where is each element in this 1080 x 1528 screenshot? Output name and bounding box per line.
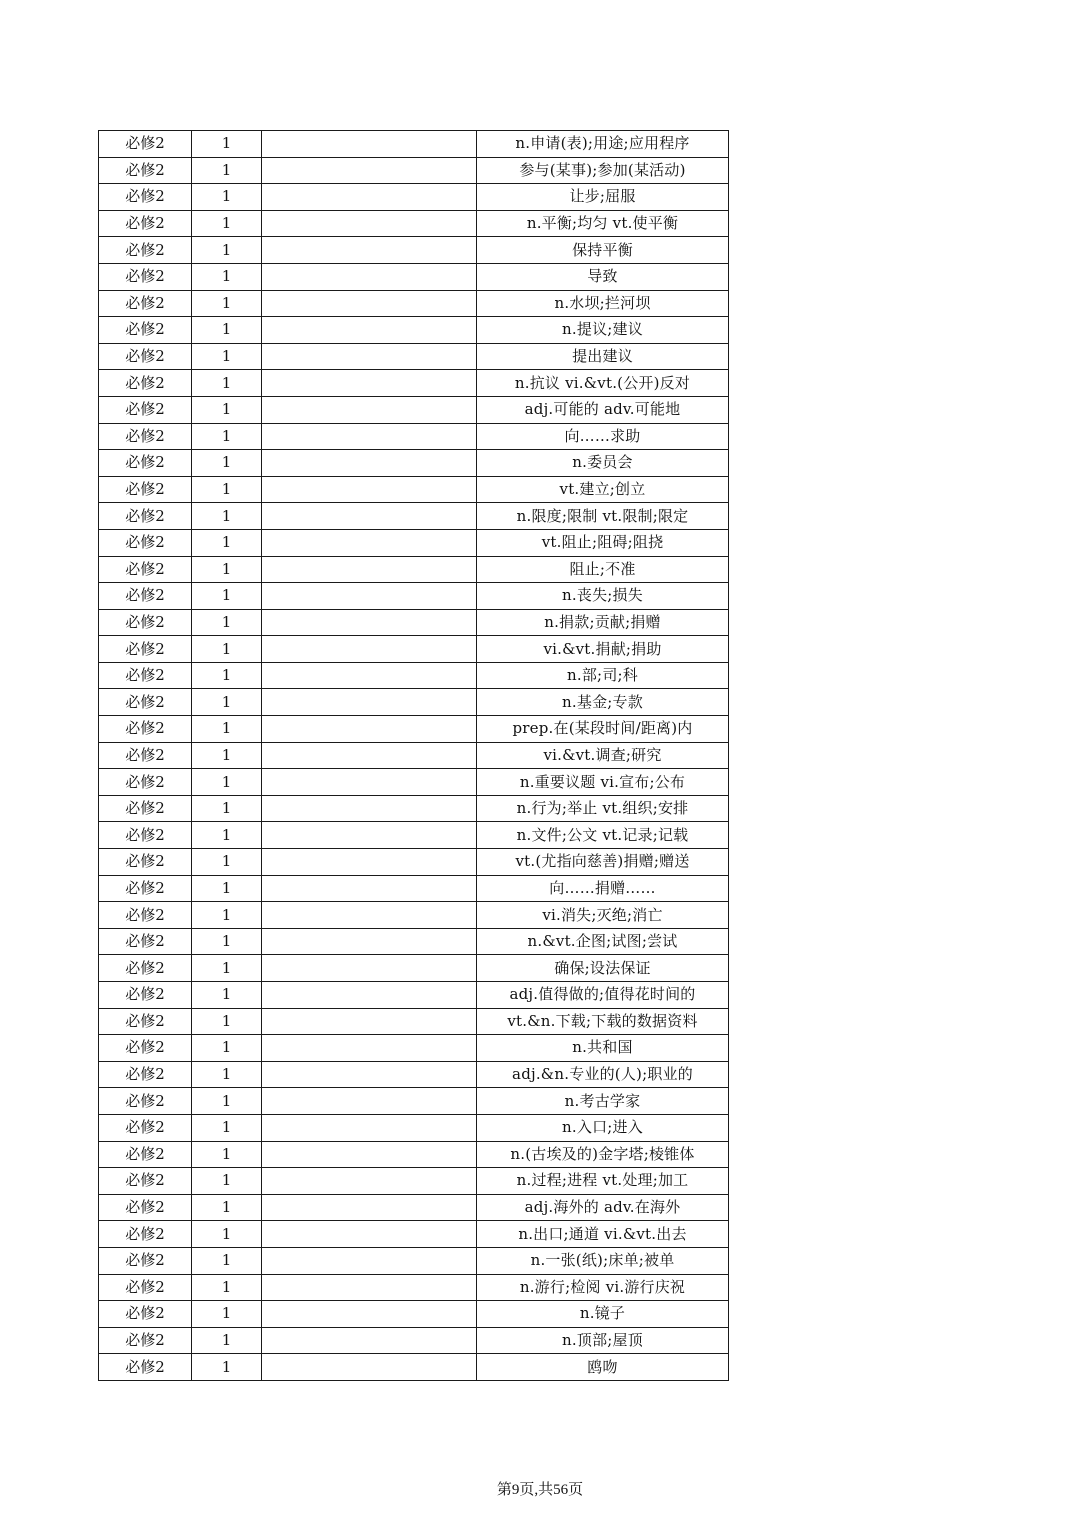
- page-number: 第9页,共56页: [496, 1482, 584, 1498]
- book-cell: 必修2: [99, 1061, 192, 1088]
- word-cell: [262, 609, 477, 636]
- word-cell: [262, 317, 477, 344]
- meaning-cell: 确保;设法保证: [477, 955, 729, 982]
- book-cell: 必修2: [99, 609, 192, 636]
- book-cell: 必修2: [99, 822, 192, 849]
- meaning-cell: n.提议;建议: [477, 317, 729, 344]
- book-cell: 必修2: [99, 476, 192, 503]
- table-row: [99, 1088, 729, 1115]
- table-row: [99, 317, 729, 344]
- word-cell: [262, 529, 477, 556]
- word-cell: [262, 955, 477, 982]
- table-row: [99, 476, 729, 503]
- level-cell: 1: [192, 1301, 262, 1328]
- word-cell: [262, 1274, 477, 1301]
- book-cell: 必修2: [99, 237, 192, 264]
- table-row: [99, 184, 729, 211]
- meaning-cell: n.(古埃及的)金字塔;棱锥体: [477, 1141, 729, 1168]
- book-cell: 必修2: [99, 263, 192, 290]
- level-cell: 1: [192, 769, 262, 796]
- book-cell: 必修2: [99, 1168, 192, 1195]
- table-row: [99, 822, 729, 849]
- book-cell: 必修2: [99, 450, 192, 477]
- table-row: [99, 982, 729, 1009]
- word-cell: [262, 795, 477, 822]
- book-cell: 必修2: [99, 423, 192, 450]
- table-row: [99, 662, 729, 689]
- word-cell: [262, 184, 477, 211]
- meaning-cell: 让步;屈服: [477, 184, 729, 211]
- meaning-cell: n.申请(表);用途;应用程序: [477, 131, 729, 158]
- table-row: [99, 1061, 729, 1088]
- word-cell: [262, 1035, 477, 1062]
- table-row: [99, 875, 729, 902]
- meaning-cell: vt.建立;创立: [477, 476, 729, 503]
- meaning-cell: n.捐款;贡献;捐赠: [477, 609, 729, 636]
- table-row: [99, 1354, 729, 1381]
- word-cell: [262, 875, 477, 902]
- book-cell: 必修2: [99, 1141, 192, 1168]
- table-row: [99, 689, 729, 716]
- meaning-cell: vi.&vt.调查;研究: [477, 742, 729, 769]
- word-cell: [262, 662, 477, 689]
- level-cell: 1: [192, 556, 262, 583]
- level-cell: 1: [192, 370, 262, 397]
- table-row: [99, 795, 729, 822]
- meaning-cell: n.出口;通道 vi.&vt.出去: [477, 1221, 729, 1248]
- book-cell: 必修2: [99, 529, 192, 556]
- level-cell: 1: [192, 184, 262, 211]
- meaning-cell: n.丧失;损失: [477, 583, 729, 610]
- level-cell: 1: [192, 928, 262, 955]
- level-cell: 1: [192, 1168, 262, 1195]
- table-row: [99, 1247, 729, 1274]
- word-cell: [262, 263, 477, 290]
- book-cell: 必修2: [99, 503, 192, 530]
- table-row: [99, 157, 729, 184]
- table-row: [99, 609, 729, 636]
- vocabulary-table: [98, 130, 729, 1381]
- book-cell: 必修2: [99, 689, 192, 716]
- table-row: [99, 742, 729, 769]
- book-cell: 必修2: [99, 370, 192, 397]
- word-cell: [262, 1061, 477, 1088]
- meaning-cell: n.抗议 vi.&vt.(公开)反对: [477, 370, 729, 397]
- meaning-cell: adj.值得做的;值得花时间的: [477, 982, 729, 1009]
- table-row: [99, 1194, 729, 1221]
- word-cell: [262, 636, 477, 663]
- level-cell: 1: [192, 1008, 262, 1035]
- level-cell: 1: [192, 476, 262, 503]
- table-row: [99, 237, 729, 264]
- book-cell: 必修2: [99, 1114, 192, 1141]
- meaning-cell: n.一张(纸);床单;被单: [477, 1247, 729, 1274]
- word-cell: [262, 1114, 477, 1141]
- book-cell: 必修2: [99, 795, 192, 822]
- meaning-cell: n.考古学家: [477, 1088, 729, 1115]
- level-cell: 1: [192, 503, 262, 530]
- table-row: [99, 556, 729, 583]
- table-row: [99, 1141, 729, 1168]
- meaning-cell: 参与(某事);参加(某活动): [477, 157, 729, 184]
- table-row: [99, 849, 729, 876]
- table-row: [99, 583, 729, 610]
- level-cell: 1: [192, 609, 262, 636]
- book-cell: 必修2: [99, 210, 192, 237]
- level-cell: 1: [192, 529, 262, 556]
- word-cell: [262, 716, 477, 743]
- book-cell: 必修2: [99, 1301, 192, 1328]
- meaning-cell: n.&vt.企图;试图;尝试: [477, 928, 729, 955]
- meaning-cell: n.文件;公文 vt.记录;记载: [477, 822, 729, 849]
- book-cell: 必修2: [99, 662, 192, 689]
- book-cell: 必修2: [99, 875, 192, 902]
- table-row: [99, 1035, 729, 1062]
- book-cell: 必修2: [99, 769, 192, 796]
- meaning-cell: adj.可能的 adv.可能地: [477, 396, 729, 423]
- level-cell: 1: [192, 1035, 262, 1062]
- book-cell: 必修2: [99, 716, 192, 743]
- book-cell: 必修2: [99, 955, 192, 982]
- word-cell: [262, 131, 477, 158]
- word-cell: [262, 902, 477, 929]
- table-row: [99, 716, 729, 743]
- word-cell: [262, 689, 477, 716]
- word-cell: [262, 556, 477, 583]
- meaning-cell: vi.消失;灭绝;消亡: [477, 902, 729, 929]
- word-cell: [262, 769, 477, 796]
- meaning-cell: 导致: [477, 263, 729, 290]
- book-cell: 必修2: [99, 131, 192, 158]
- table-row: [99, 210, 729, 237]
- table-row: [99, 928, 729, 955]
- table-row: [99, 1274, 729, 1301]
- table-row: [99, 503, 729, 530]
- meaning-cell: 提出建议: [477, 343, 729, 370]
- level-cell: 1: [192, 450, 262, 477]
- level-cell: 1: [192, 849, 262, 876]
- table-row: [99, 290, 729, 317]
- meaning-cell: vt.&n.下载;下载的数据资料: [477, 1008, 729, 1035]
- book-cell: 必修2: [99, 317, 192, 344]
- book-cell: 必修2: [99, 982, 192, 1009]
- table-row: [99, 1301, 729, 1328]
- meaning-cell: n.水坝;拦河坝: [477, 290, 729, 317]
- level-cell: 1: [192, 290, 262, 317]
- level-cell: 1: [192, 955, 262, 982]
- meaning-cell: prep.在(某段时间/距离)内: [477, 716, 729, 743]
- word-cell: [262, 822, 477, 849]
- meaning-cell: 保持平衡: [477, 237, 729, 264]
- table-row: [99, 1168, 729, 1195]
- book-cell: 必修2: [99, 849, 192, 876]
- book-cell: 必修2: [99, 583, 192, 610]
- level-cell: 1: [192, 396, 262, 423]
- level-cell: 1: [192, 795, 262, 822]
- book-cell: 必修2: [99, 1247, 192, 1274]
- word-cell: [262, 396, 477, 423]
- table-row: [99, 636, 729, 663]
- level-cell: 1: [192, 1354, 262, 1381]
- word-cell: [262, 423, 477, 450]
- level-cell: 1: [192, 1061, 262, 1088]
- level-cell: 1: [192, 1194, 262, 1221]
- meaning-cell: n.顶部;屋顶: [477, 1327, 729, 1354]
- level-cell: 1: [192, 317, 262, 344]
- meaning-cell: vt.阻止;阻碍;阻挠: [477, 529, 729, 556]
- table-row: [99, 529, 729, 556]
- word-cell: [262, 450, 477, 477]
- level-cell: 1: [192, 1141, 262, 1168]
- meaning-cell: 鸥吻: [477, 1354, 729, 1381]
- word-cell: [262, 290, 477, 317]
- meaning-cell: n.行为;举止 vt.组织;安排: [477, 795, 729, 822]
- level-cell: 1: [192, 636, 262, 663]
- word-cell: [262, 742, 477, 769]
- meaning-cell: n.平衡;均匀 vt.使平衡: [477, 210, 729, 237]
- table-row: [99, 769, 729, 796]
- meaning-cell: n.游行;检阅 vi.游行庆祝: [477, 1274, 729, 1301]
- word-cell: [262, 1221, 477, 1248]
- word-cell: [262, 237, 477, 264]
- level-cell: 1: [192, 131, 262, 158]
- word-cell: [262, 982, 477, 1009]
- table-row: [99, 343, 729, 370]
- level-cell: 1: [192, 1114, 262, 1141]
- meaning-cell: vt.(尤指向慈善)捐赠;赠送: [477, 849, 729, 876]
- level-cell: 1: [192, 689, 262, 716]
- book-cell: 必修2: [99, 1194, 192, 1221]
- level-cell: 1: [192, 157, 262, 184]
- level-cell: 1: [192, 716, 262, 743]
- word-cell: [262, 1168, 477, 1195]
- table-row: [99, 263, 729, 290]
- level-cell: 1: [192, 742, 262, 769]
- meaning-cell: adj.&n.专业的(人);职业的: [477, 1061, 729, 1088]
- word-cell: [262, 157, 477, 184]
- level-cell: 1: [192, 902, 262, 929]
- book-cell: 必修2: [99, 928, 192, 955]
- book-cell: 必修2: [99, 1221, 192, 1248]
- table-row: [99, 423, 729, 450]
- book-cell: 必修2: [99, 556, 192, 583]
- table-row: [99, 450, 729, 477]
- table-row: [99, 902, 729, 929]
- table-row: [99, 1221, 729, 1248]
- level-cell: 1: [192, 875, 262, 902]
- table-row: [99, 131, 729, 158]
- meaning-cell: n.基金;专款: [477, 689, 729, 716]
- table-row: [99, 370, 729, 397]
- level-cell: 1: [192, 1274, 262, 1301]
- book-cell: 必修2: [99, 157, 192, 184]
- meaning-cell: 阻止;不准: [477, 556, 729, 583]
- level-cell: 1: [192, 982, 262, 1009]
- word-cell: [262, 849, 477, 876]
- word-cell: [262, 583, 477, 610]
- level-cell: 1: [192, 583, 262, 610]
- word-cell: [262, 1354, 477, 1381]
- meaning-cell: n.过程;进程 vt.处理;加工: [477, 1168, 729, 1195]
- book-cell: 必修2: [99, 1035, 192, 1062]
- word-cell: [262, 343, 477, 370]
- book-cell: 必修2: [99, 396, 192, 423]
- level-cell: 1: [192, 237, 262, 264]
- meaning-cell: n.镜子: [477, 1301, 729, 1328]
- table-body: [99, 131, 729, 1381]
- word-cell: [262, 1327, 477, 1354]
- meaning-cell: n.限度;限制 vt.限制;限定: [477, 503, 729, 530]
- meaning-cell: n.委员会: [477, 450, 729, 477]
- meaning-cell: adj.海外的 adv.在海外: [477, 1194, 729, 1221]
- meaning-cell: 向……求助: [477, 423, 729, 450]
- book-cell: 必修2: [99, 1274, 192, 1301]
- word-cell: [262, 1008, 477, 1035]
- book-cell: 必修2: [99, 343, 192, 370]
- word-cell: [262, 476, 477, 503]
- level-cell: 1: [192, 822, 262, 849]
- level-cell: 1: [192, 1221, 262, 1248]
- level-cell: 1: [192, 1088, 262, 1115]
- level-cell: 1: [192, 1247, 262, 1274]
- book-cell: 必修2: [99, 1354, 192, 1381]
- meaning-cell: n.重要议题 vi.宣布;公布: [477, 769, 729, 796]
- meaning-cell: n.部;司;科: [477, 662, 729, 689]
- word-cell: [262, 1247, 477, 1274]
- table-row: [99, 1114, 729, 1141]
- meaning-cell: n.共和国: [477, 1035, 729, 1062]
- book-cell: 必修2: [99, 1088, 192, 1115]
- book-cell: 必修2: [99, 1008, 192, 1035]
- word-cell: [262, 1194, 477, 1221]
- word-cell: [262, 503, 477, 530]
- word-cell: [262, 370, 477, 397]
- table-row: [99, 396, 729, 423]
- table-row: [99, 1327, 729, 1354]
- book-cell: 必修2: [99, 636, 192, 663]
- level-cell: 1: [192, 263, 262, 290]
- book-cell: 必修2: [99, 902, 192, 929]
- meaning-cell: vi.&vt.捐献;捐助: [477, 636, 729, 663]
- level-cell: 1: [192, 1327, 262, 1354]
- level-cell: 1: [192, 662, 262, 689]
- word-cell: [262, 1301, 477, 1328]
- book-cell: 必修2: [99, 742, 192, 769]
- meaning-cell: 向……捐赠……: [477, 875, 729, 902]
- meaning-cell: n.入口;进入: [477, 1114, 729, 1141]
- table-row: [99, 955, 729, 982]
- table-row: [99, 1008, 729, 1035]
- book-cell: 必修2: [99, 290, 192, 317]
- level-cell: 1: [192, 423, 262, 450]
- word-cell: [262, 1088, 477, 1115]
- book-cell: 必修2: [99, 1327, 192, 1354]
- level-cell: 1: [192, 343, 262, 370]
- word-cell: [262, 1141, 477, 1168]
- word-cell: [262, 210, 477, 237]
- level-cell: 1: [192, 210, 262, 237]
- book-cell: 必修2: [99, 184, 192, 211]
- word-cell: [262, 928, 477, 955]
